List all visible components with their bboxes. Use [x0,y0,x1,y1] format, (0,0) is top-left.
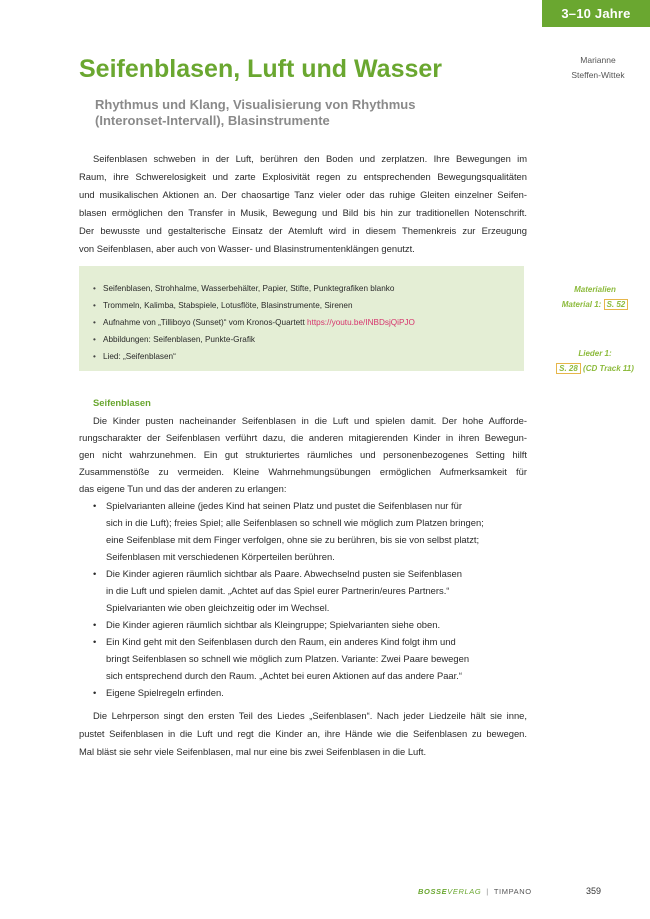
section-line: gen nicht wahrzunehmen. Ein gut strukturiertes räumliches und personenbezogenes Setting hilft [79,449,527,460]
lieder-ref-link[interactable]: S. 28 [556,363,581,374]
publisher-verlag: VERLAG [447,887,482,896]
activity-item [79,684,527,701]
subtitle-line-2: (Interonset-Intervall), Blasinstrumente [95,113,330,128]
intro-line: Seifenblasen schweben in der Luft, berühren den Boden und zerplatzen. Ihre Bewegungen im [93,153,527,164]
closing-paragraph [79,707,527,761]
section-line: das eigene Tun und das der anderen zu erlangen: [79,483,287,494]
intro-paragraph [79,150,527,258]
activity-line: sich in die Luft); freies Spiel; alle Seifenblasen so schnell wie möglich zum Platzen bringen; [106,517,484,528]
publisher-logo [418,887,532,896]
activity-line: sich entsprechend durch den Raum. „Achtet bei euren Aktionen auf das andere Paar.“ [106,670,462,681]
seifenblasen-section [79,394,527,701]
page-title: Seifenblasen, Luft und Wasser [79,55,443,83]
activity-item [79,616,527,633]
section-line: Die Kinder pusten nacheinander Seifenblasen in die Luft und spielen damit. Der hohe Aufforde- [93,415,527,426]
activity-line: • Die Kinder agieren räumlich sichtbar als Kleingruppe; Spielvarianten siehe oben. [106,619,441,630]
intro-line: blasen ermöglichen den Transfer in Musik, Bewegung und Bild bis hin zur traditionellen Notenschrift. [79,207,527,218]
footer-divider: | [486,887,489,896]
materials-item: • Lied: „Seifenblasen“ [93,348,512,365]
closing-line: pustet Seifenblasen in die Luft und regt die Kinder an, ihre Hände wie die Seifenblasen zu bewegen. [79,728,527,739]
materialien-label: Materialien [574,285,616,294]
section-heading: Seifenblasen [93,397,151,408]
activity-line: • Die Kinder agieren räumlich sichtbar als Paare. Abwechselnd pusten sie Seifenblasen [106,568,462,579]
materials-side-note [540,282,650,312]
author-first-name: Marianne [580,55,616,65]
materials-item [93,314,512,331]
lieder-ref-suffix: (CD Track 11) [583,364,634,373]
lieder-ref [540,361,650,376]
section-line: Zusammenstöße zu vermeiden. Kleine Wahrnehmungsübungen ermöglichen Aufmerksamkeit für [79,466,527,477]
intro-line: und musikalischen Aktionen an. Der chaosartige Tanz vieler oder das ruhige Gleiten einzelner Seifen- [79,189,527,200]
youtube-link[interactable]: https://youtu.be/INBDsjQiPJO [307,318,415,327]
age-range-badge: 3–10 Jahre [542,0,650,27]
closing-line: Die Lehrperson singt den ersten Teil des Liedes „Seifenblasen“. Nach jeder Liedzeile hält sie inne, [93,710,527,721]
section-paragraph [79,412,527,497]
materials-item: • Abbildungen: Seifenblasen, Punkte-Grafik [93,331,512,348]
publisher-timpano: TIMPANO [493,887,532,896]
page-subtitle [95,97,455,129]
intro-line: Der bewusste und gestalterische Einsatz der Atemluft wird in diesem Themenkreis zur Erzeugung [79,225,527,236]
activity-line: Spielvarianten wie oben gleichzeitig oder im Wechsel. [106,602,330,613]
activity-line: • Ein Kind geht mit den Seifenblasen durch den Raum, ein anderes Kind folgt ihm und [106,636,456,647]
page-number: 359 [586,886,602,896]
activity-line: bringt Seifenblasen so schnell wie möglich zum Platzen. Variante: Zwei Paare bewegen [106,653,470,664]
subtitle-line-1: Rhythmus und Klang, Visualisierung von Rhythmus [95,97,416,112]
intro-line: Raum, ihre Schwerelosigkeit und zarte Explosivität regen zu entsprechenden Bewegungsqualitäten [79,171,527,182]
material-ref-prefix: Material 1: [561,300,602,309]
lieder-side-note [540,346,650,376]
activity-line: Seifenblasen mit verschiedenen Körperteilen berühren. [106,551,335,562]
publisher-bosse: BOSSE [418,887,448,896]
activity-item [79,497,527,565]
lieder-label: Lieder 1: [578,349,612,358]
activity-line: • Eigene Spielregeln erfinden. [106,687,224,698]
material-ref-link[interactable]: S. 52 [604,299,629,310]
activity-line: eine Seifenblase mit dem Finger verfolgen, ohne sie zu berühren, bis sie von selbst platzt; [106,534,480,545]
intro-line: von Seifenblasen, aber auch von Wasser- und Blasinstrumentenklängen genutzt. [79,243,415,254]
section-line: rungscharakter der Seifenblasen verführt dazu, die anderen mitagierenden Kinder in ihren Bewegun- [79,432,527,443]
materials-item: • Seifenblasen, Strohhalme, Wasserbehälter, Papier, Stifte, Punktegrafiken blanko [93,280,512,297]
activity-item [79,633,527,684]
materials-box [79,266,524,371]
materials-item: • Trommeln, Kalimba, Stabspiele, Lotusflöte, Blasinstrumente, Sirenen [93,297,512,314]
activity-line: in die Luft und spielen damit. „Achtet auf das Spiel eurer Partnerin/eures Partners.“ [106,585,450,596]
activity-list [79,497,527,701]
activity-item [79,565,527,616]
materials-item-text: Aufnahme von „Tilliboyo (Sunset)“ vom Kronos-Quartett [103,318,305,327]
activity-line: • Spielvarianten alleine (jedes Kind hat seinen Platz und pustet die Seifenblasen nur für [106,500,462,511]
author-last-name: Steffen-Wittek [571,70,625,80]
author-name [548,53,648,83]
material-ref [540,297,650,312]
closing-line: Mal bläst sie sehr viele Seifenblasen, mal nur eine bis zwei Seifenblasen in die Luft. [79,746,427,757]
materials-list [93,280,512,365]
